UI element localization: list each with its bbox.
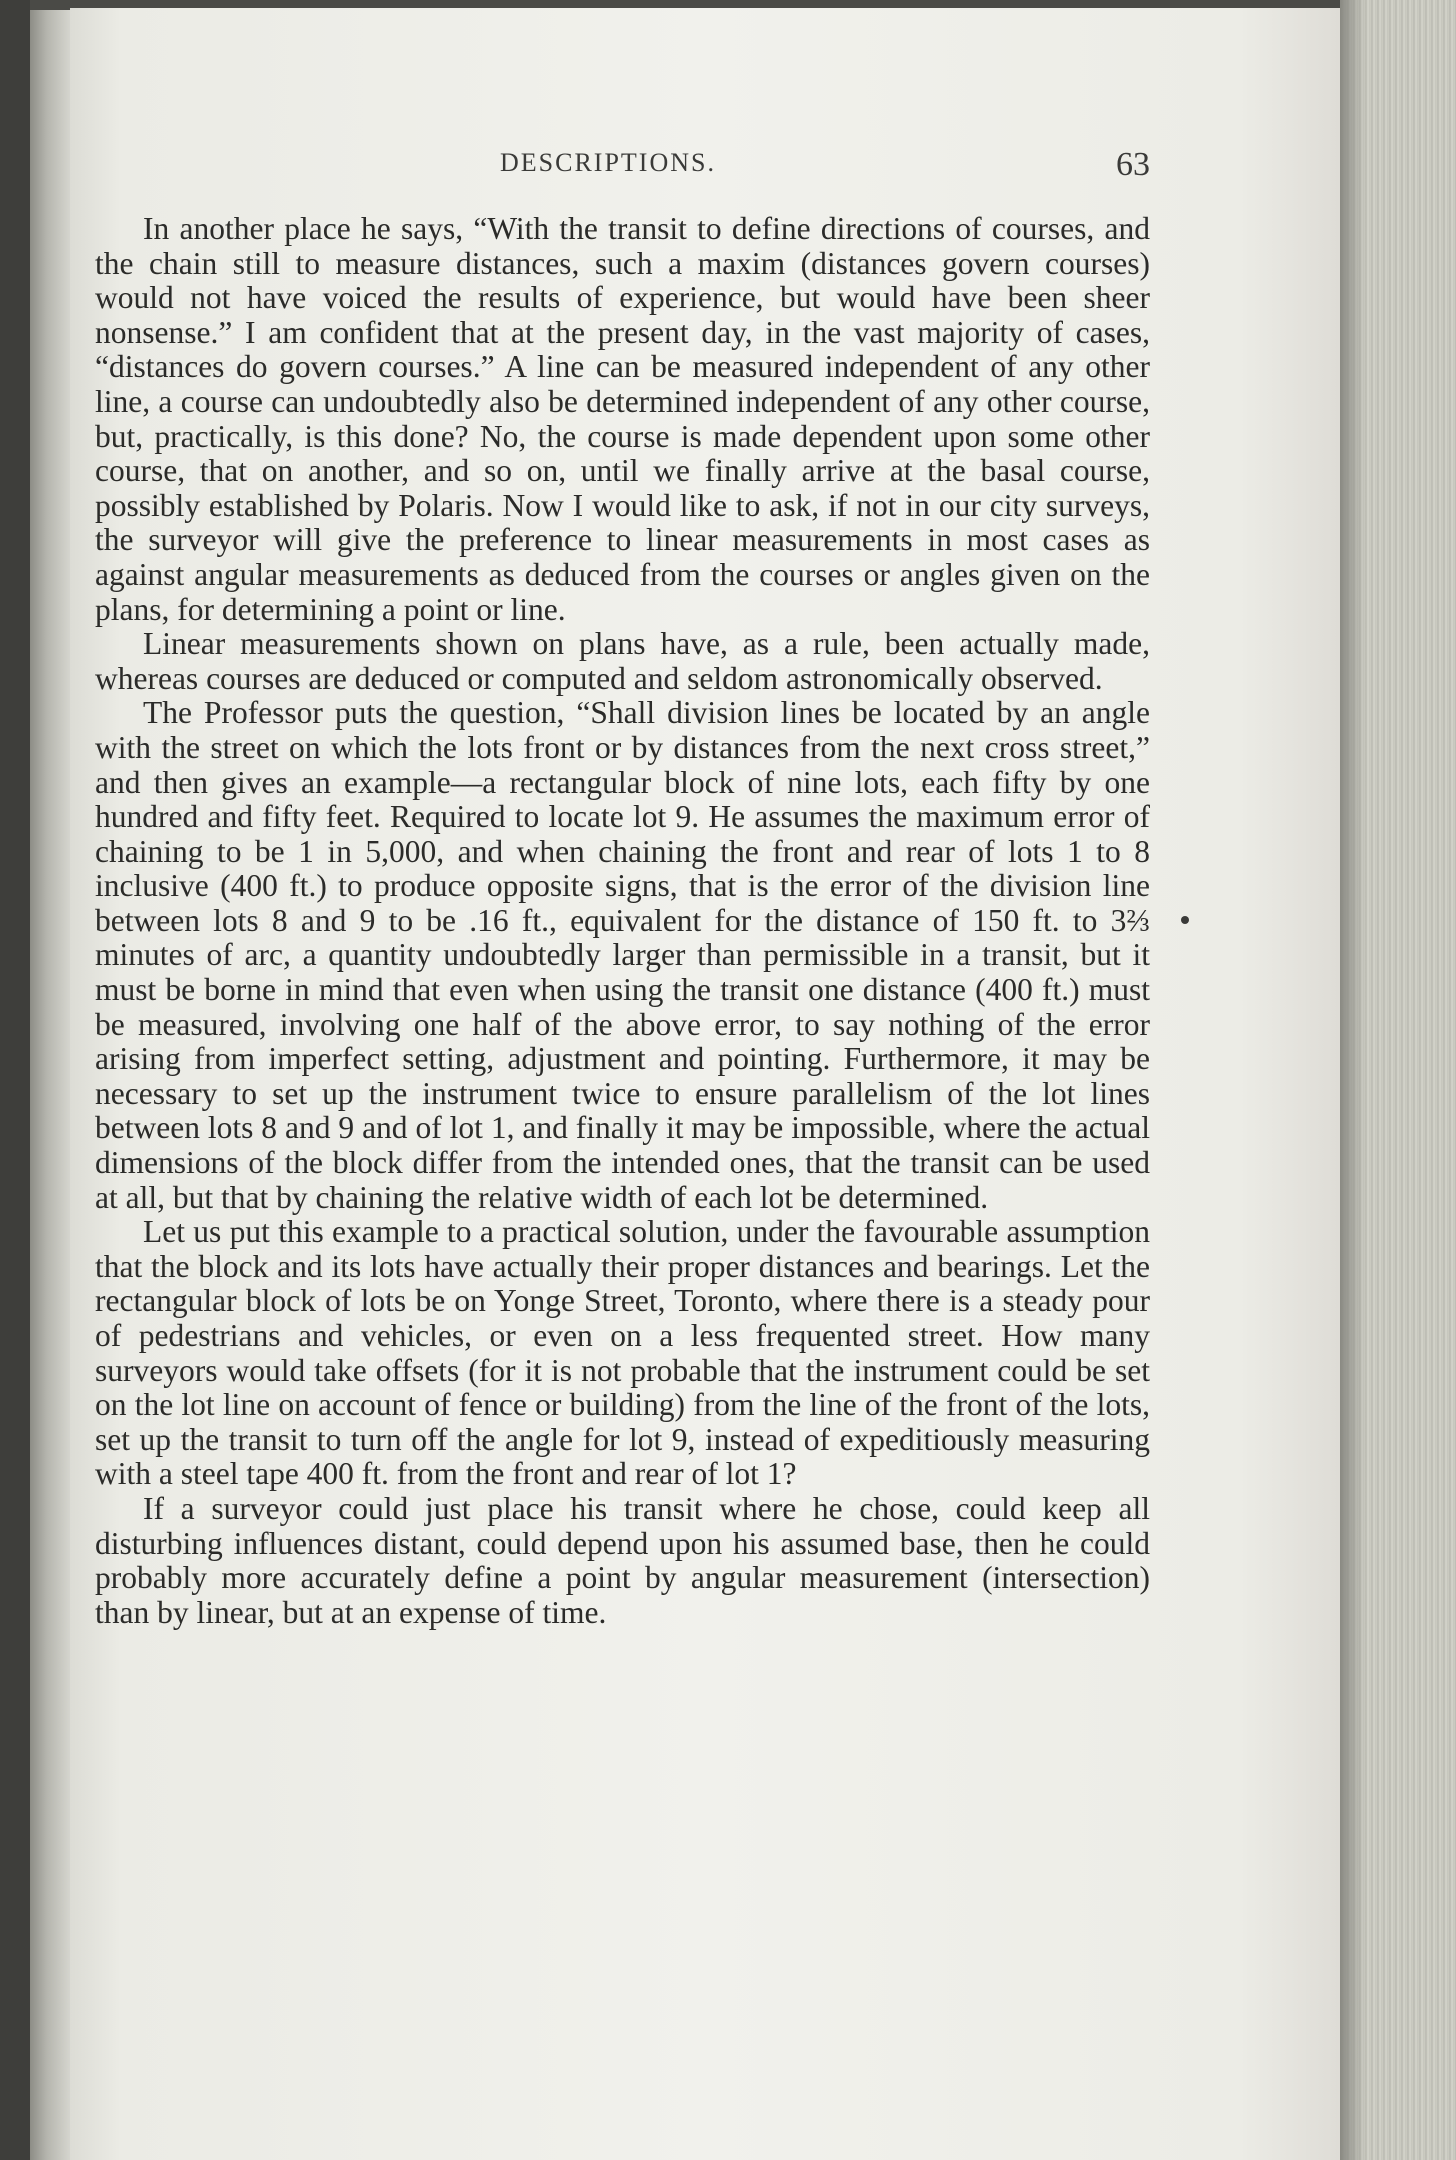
paragraph: The Professor puts the question, “Shall division lines be located by an angle with the street on which the lots front or by distances from the next cross street,” and then gives an example—a rectangular block of nine lots, each fifty by one hundred and fifty feet. Required to locate lot 9. He assumes the maximum error of chaining to be 1 in 5,000, and when chaining the front and rear of lots 1 to 8 inclusive (400 ft.) to produce opposite signs, that is the error of the division line between lots 8 and 9 to be .16 ft., equivalent for the distance of 150 ft. to 3⅔ minutes of arc, a quantity undoubtedly larger than permissible in a transit, but it must be borne in mind that even when using the transit one distance (400 ft.) must be measured, involving one half of the above error, to say nothing of the error arising from imperfect setting, adjustment and pointing. Furthermore, it may be necessary to set up the instrument twice to ensure parallelism of the lot lines between lots 8 and 9 and of lot 1, and finally it may be impossible, where the actual dimensions of the block differ from the intended ones, that the transit can be used at all, but that by chaining the relative width of each lot be determined. <box>95 695 1150 1215</box>
margin-dot-mark <box>1181 916 1189 924</box>
paragraph: In another place he says, “With the transit to define directions of courses, and the chain still to measure distances, such a maxim (distances govern courses) would not have voiced the results of experience, but would have been sheer nonsense.” I am confident that at the present day, in the vast majority of cases, “distances do govern courses.” A line can be measured independent of any other line, a course can undoubtedly also be determined independent of any other course, but, practically, is this done? No, the course is made dependent upon some other course, that on another, and so on, until we finally arrive at the basal course, possibly established by Polaris. Now I would like to ask, if not in our city surveys, the surveyor will give the preference to linear measurements in most cases as against angular measurements as deduced from the courses or angles given on the plans, for determining a point or line. <box>95 211 1150 627</box>
running-head: DESCRIPTIONS. <box>500 148 716 177</box>
body-text <box>95 212 1150 1630</box>
book-page-edge-shadow <box>1340 0 1366 2160</box>
paragraph: Let us put this example to a practical solution, under the favourable assumption that the block and its lots have actually their proper distances and bearings. Let the rectangular block of lots be on Yonge Street, Toronto, where there is a steady pour of pedestrians and vehicles, or even on a less frequented street. How many surveyors would take offsets (for it is not probable that the instrument could be set on the lot line on account of fence or building) from the line of the front of the lots, set up the transit to turn off the angle for lot 9, instead of expeditiously measuring with a steel tape 400 ft. from the front and rear of lot 1? <box>95 1214 1150 1492</box>
paragraph: Linear measurements shown on plans have, as a rule, been actually made, whereas courses are deduced or computed and seldom astronomically observed. <box>95 626 1150 696</box>
book-gutter-edge <box>30 10 72 2160</box>
scan-left-margin <box>0 0 30 2160</box>
page-number: 63 <box>1116 146 1150 183</box>
paragraph: If a surveyor could just place his transit where he chose, could keep all disturbing influences distant, could depend upon his assumed base, then he could probably more accurately define a point by angular measurement (intersection) than by linear, but at an expense of time. <box>95 1490 1150 1630</box>
